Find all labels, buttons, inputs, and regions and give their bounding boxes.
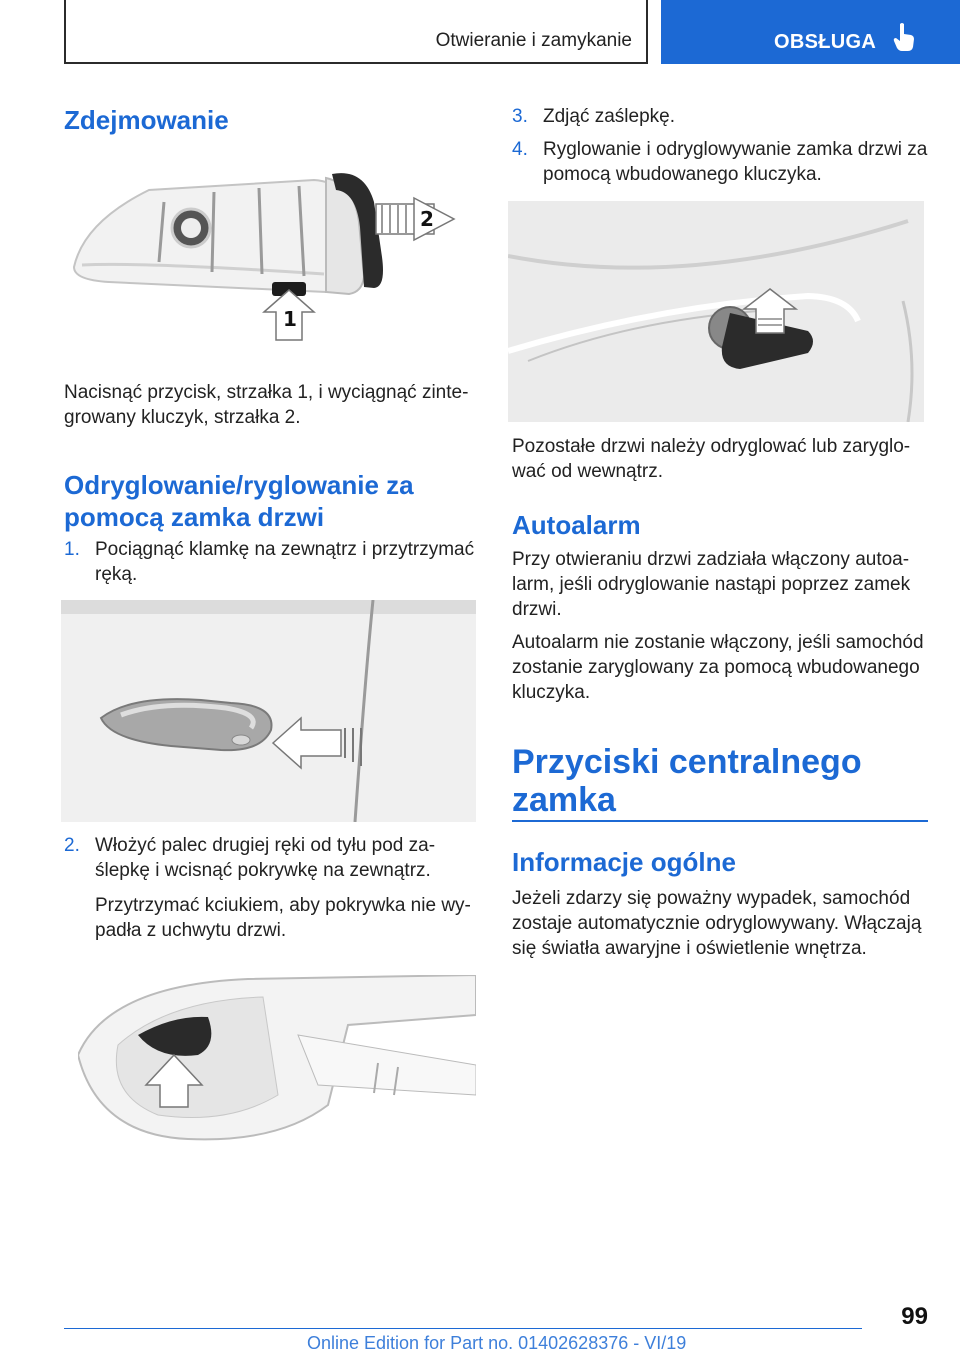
section-tab-label: OBSŁUGA	[774, 31, 877, 53]
header-frame	[64, 0, 648, 64]
pointing-hand-icon	[893, 22, 915, 57]
step-number: 4.	[512, 139, 528, 160]
step-number: 3.	[512, 106, 528, 127]
autoalarm-paragraph-1: Przy otwieraniu drzwi zadziała włączony autoa‐larm, jeśli odryglowanie nastąpi poprzez zamek drzwi.	[512, 549, 911, 620]
other-doors-paragraph: Pozostałe drzwi należy odryglować lub zaryglo‐wać od wewnątrz.	[512, 436, 911, 482]
step-text: Pociągnąć klamkę na zewnątrz i przytrzymać ręką.	[95, 539, 475, 585]
section-tab[interactable]	[661, 0, 960, 64]
heading-removal: Zdejmowanie	[64, 105, 229, 135]
step-number: 1.	[64, 539, 80, 560]
heading-rule	[512, 820, 928, 822]
figure-cover-push	[78, 975, 476, 1143]
section-title: Otwieranie i zamykanie	[435, 30, 632, 51]
footer-rule	[64, 1328, 862, 1329]
autoalarm-paragraph-2: Autoalarm nie zostanie włączony, jeśli samochód zostanie zaryglowany za pomocą wbudowanego kluczyka.	[512, 632, 924, 703]
general-info-paragraph: Jeżeli zdarzy się poważny wypadek, samochód zostaje automatycznie odryglowywany. Włączają się światła awaryjne i oświetlenie wnętrza.	[512, 888, 922, 959]
heading-central-lock-buttons: Przyciski centralnego zamka	[512, 743, 862, 819]
step-note-text: Przytrzymać kciukiem, aby pokrywka nie wy‐padła z uchwytu drzwi.	[95, 895, 471, 941]
step-text: Ryglowanie i odryglowywanie zamka drzwi za pomocą wbudowanego kluczyka.	[543, 139, 928, 185]
step-text: Zdjąć zaślepkę.	[543, 106, 676, 127]
heading-autoalarm: Autoalarm	[512, 510, 641, 540]
arrow-label-2: 2	[420, 207, 434, 231]
figure-key-removal	[64, 162, 476, 372]
edition-footer: Online Edition for Part no. 01402628376 - VI/19	[307, 1333, 687, 1353]
step-number: 2.	[64, 835, 80, 856]
figure-key-in-lock	[508, 201, 924, 422]
heading-general-info: Informacje ogólne	[512, 847, 736, 877]
step-text: Włożyć palec drugiej ręki od tyłu pod za‐ślepkę i wcisnąć pokrywkę na zewnątrz.	[95, 835, 436, 881]
heading-door-lock: Odryglowanie/ryglowanie za pomocą zamka drzwi	[64, 470, 414, 532]
arrow-label-1: 1	[283, 307, 297, 331]
removal-paragraph: Nacisnąć przycisk, strzałka 1, i wyciągnąć zinte‐growany kluczyk, strzałka 2.	[64, 382, 469, 428]
page-number: 99	[901, 1303, 928, 1330]
figure-door-handle	[61, 600, 476, 822]
